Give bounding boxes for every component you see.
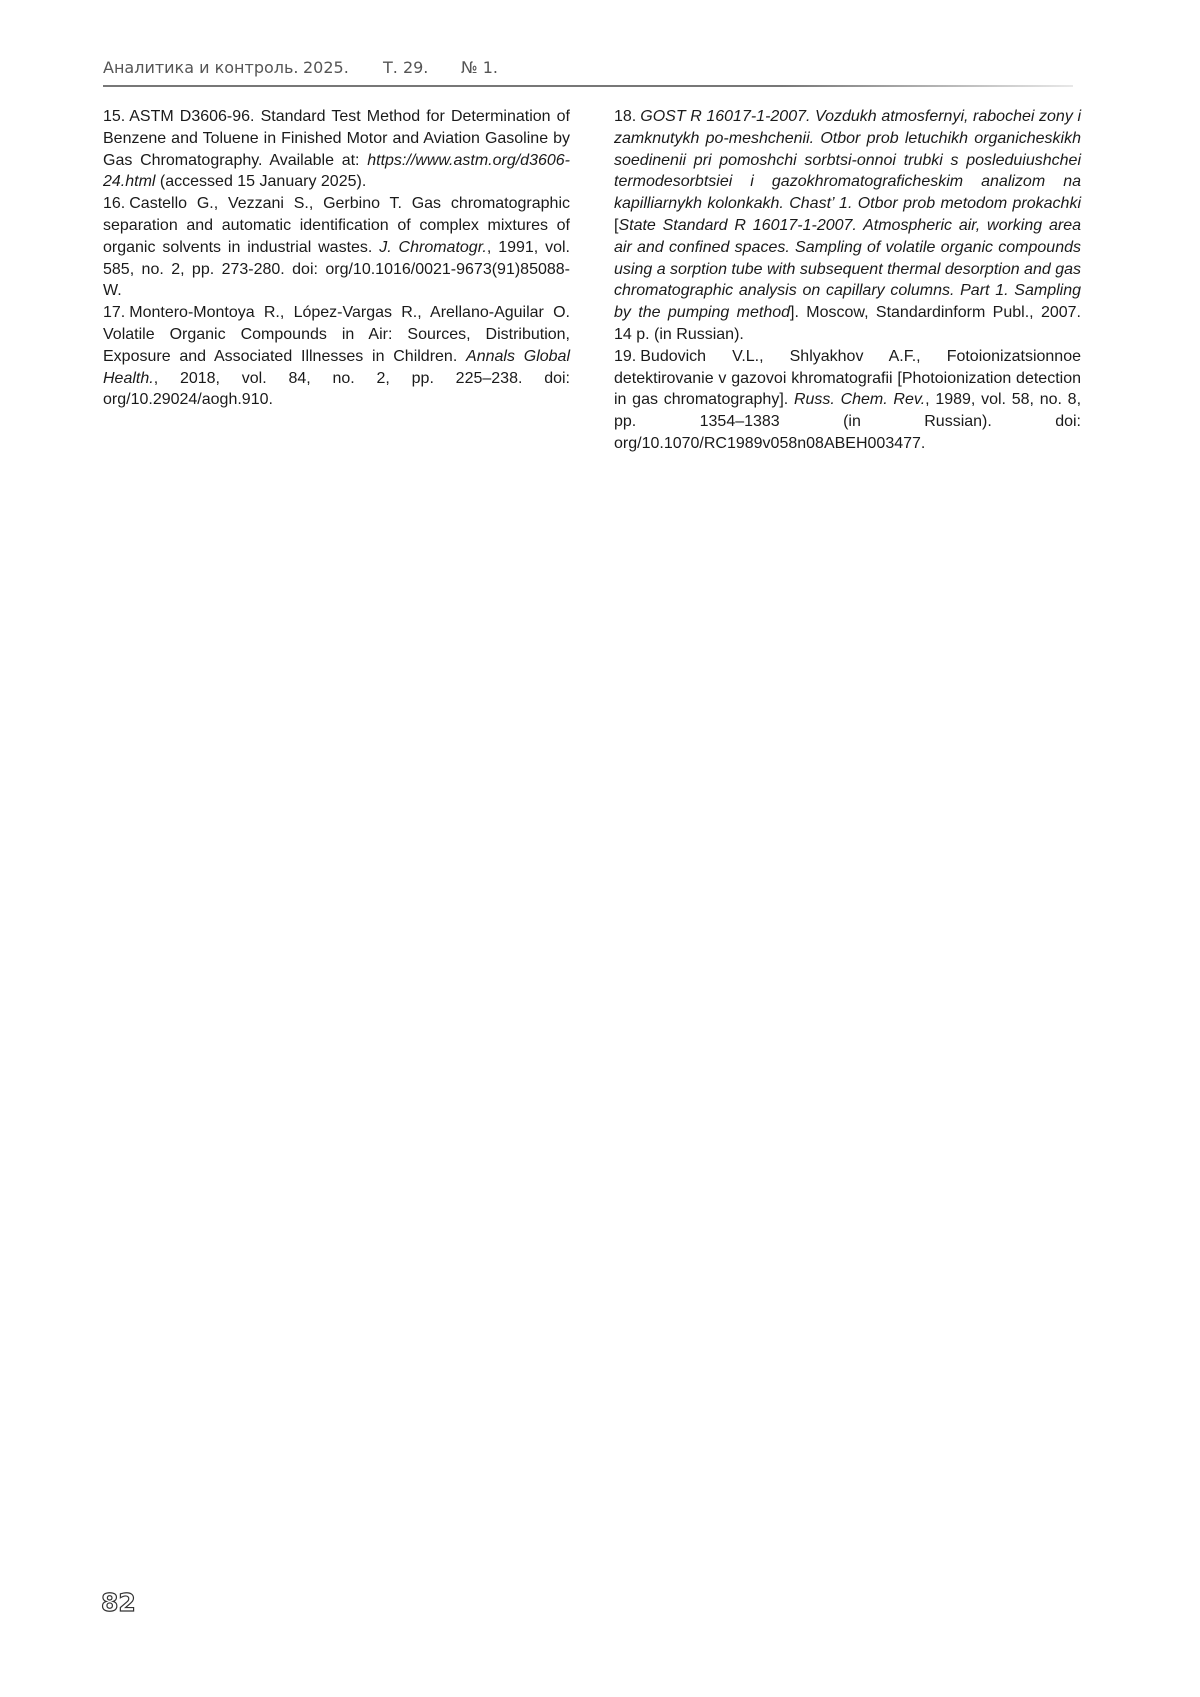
references-column-right [614,106,1081,455]
reference-number: 19. [614,347,637,365]
reference-title-italic: GOST R 16017-1-2007. Vozdukh atmosfernyi, rabochei zony i zamknutykh po-meshchenii. Otbor prob letuchikh organicheskikh soedinenii pri pomoshchi sorbtsi-onnoi trubki s posleduiushchei termodesorbtsiei i gazokhromatograficheskim analizom na kapilliarnykh kolonkakh. Chast’ 1. Otbor prob metodom prokachki [614,108,1081,213]
reference-number: 18. [614,108,637,125]
reference-17 [103,302,570,411]
reference-text: [ [614,216,619,234]
reference-16 [103,193,570,302]
reference-journal: Russ. Chem. Rev. [793,391,926,409]
reference-text: ASTM D3606-96. Standard Test Method for Determination of Benzene and Toluene in Finished Motor and Aviation Gasoline by Gas Chromatography. Available at: [103,108,570,169]
header-rule [103,85,1073,87]
reference-text: , 1989, vol. 58, no. 8, pp. 1354–1383 (in Russian). doi: org/10.1070/RC1989v058n08ABEH003477. [614,391,1082,452]
reference-text: Budovich V.L., Shlyakhov A.F., Fotoionizatsionnoe detektirovanie v gazovoi khromatografii [Photoionization detection in gas chromatography]. [614,347,1081,409]
header-volume: Т. 29. [383,58,429,77]
reference-number: 16. [103,195,126,213]
reference-text: ]. Moscow, Standardinform Publ., 2007. 14 p. (in Russian). [614,304,1081,343]
reference-number: 15. [103,108,126,125]
header-issue: № 1. [461,58,498,77]
reference-journal: Annals Global Health. [103,347,570,387]
references-column-left [103,106,570,433]
running-header [103,58,1073,84]
header-year: 2025. [303,58,349,77]
reference-url-link[interactable]: https://www.astm.org/d3606-24.html [103,151,570,191]
reference-journal: J. Chromatogr. [379,238,487,256]
reference-text: (accessed 15 January 2025). [155,173,367,191]
reference-text: , 1991, vol. 585, no. 2, pp. 273-280. doi: org/10.1016/0021-9673(91)85088-W. [103,238,570,300]
reference-19 [614,346,1081,455]
reference-text: , 2018, vol. 84, no. 2, pp. 225–238. doi: org/10.29024/aogh.910. [103,369,570,409]
reference-number: 17. [103,304,126,322]
reference-18-continued [614,106,1081,346]
reference-18 [103,411,570,433]
reference-text: Montero-Montoya R., López-Vargas R., Arellano-Aguilar O. Volatile Organic Compounds in Air: Sources, Distribution, Exposure and Associated Illnesses in Children. [103,304,570,365]
header-journal-title: Аналитика и контроль. [103,58,299,77]
page-number: 82 [101,1588,136,1617]
reference-15 [103,106,570,193]
reference-text: Castello G., Vezzani S., Gerbino T. Gas chromatographic separation and automatic identification of complex mixtures of organic solvents in industrial wastes. [103,195,570,256]
reference-translation-italic: State Standard R 16017-1-2007. Atmospheric air, working area air and confined spaces. Sampling of volatile organic compounds using a sorption tube with subsequent thermal desorption and gas chromatographic analysis on capillary columns. Part 1. Sampling by the pumping method [614,216,1081,322]
